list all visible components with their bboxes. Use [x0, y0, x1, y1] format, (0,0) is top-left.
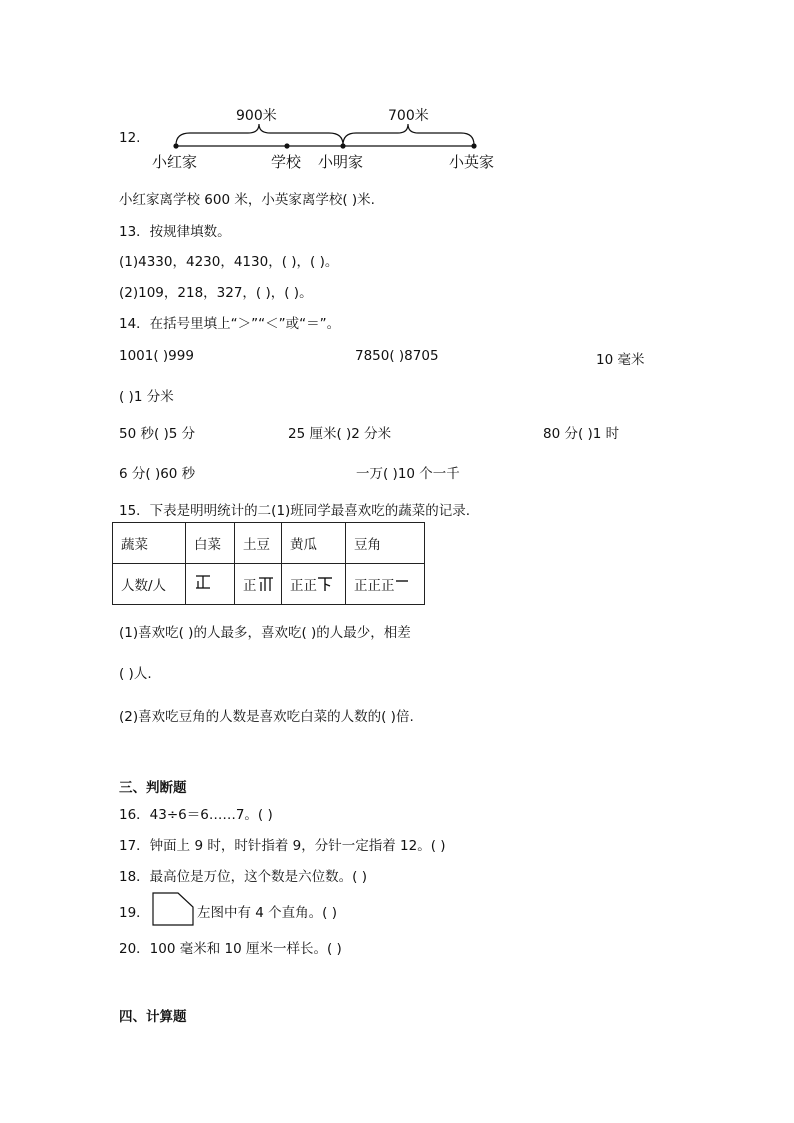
- q20: 20．100 毫米和 10 厘米一样长。( ): [119, 941, 342, 957]
- brace-left: [176, 124, 343, 145]
- tally-baicai: [186, 564, 235, 605]
- distance-700: 700米: [388, 108, 429, 124]
- section4-title: 四、计算题: [119, 1009, 187, 1025]
- q19-number: 19．: [119, 905, 150, 921]
- q14-item: 6 分( )60 秒: [119, 466, 196, 482]
- q17: 17．钟面上 9 时，时针指着 9，分针一定指着 12。( ): [119, 838, 446, 854]
- q15-part1-line1: (1)喜欢吃( )的人最多，喜欢吃( )的人最少，相差: [119, 625, 411, 641]
- q14-item: 一万( )10 个一千: [356, 466, 460, 482]
- tally-text: 正: [243, 578, 257, 594]
- q14-item: ( )1 分米: [119, 389, 174, 405]
- table-header: 豆角: [346, 523, 425, 564]
- q14-item: 10 毫米: [596, 352, 645, 368]
- table-header: 蔬菜: [113, 523, 186, 564]
- q15-part2: (2)喜欢吃豆角的人数是喜欢吃白菜的人数的( )倍.: [119, 709, 414, 725]
- vegetable-table: [112, 522, 425, 605]
- brace-right: [343, 124, 474, 145]
- q14-item: 50 秒( )5 分: [119, 426, 196, 442]
- q14-item: 25 厘米( )2 分米: [288, 426, 392, 442]
- q13-title: 13．按规律填数。: [119, 224, 231, 240]
- tally-tudou: [235, 564, 282, 605]
- table-header: 黄瓜: [282, 523, 346, 564]
- q12-number: 12.: [119, 130, 141, 146]
- q13-line2: (2)109，218，327，( )，( )。: [119, 285, 313, 301]
- table-header: 土豆: [235, 523, 282, 564]
- table-row-label: 人数/人: [113, 564, 186, 605]
- q14-item: 1001( )999: [119, 348, 194, 364]
- q13-line1: (1)4330，4230，4130，( )，( )。: [119, 254, 339, 270]
- q12-question: 小红家离学校 600 米，小英家离学校( )米.: [119, 192, 375, 208]
- table-row: [113, 523, 425, 564]
- tally-text: 正正正: [354, 578, 395, 594]
- tally-text: 正正: [290, 578, 317, 594]
- q14-item: 7850( )8705: [355, 348, 439, 364]
- section3-title: 三、判断题: [119, 780, 187, 796]
- tally-doujiao: [346, 564, 425, 605]
- q19: 左图中有 4 个直角。( ): [197, 905, 337, 921]
- q16: 16．43÷6＝6……7。( ): [119, 807, 273, 823]
- label-school: 学校: [271, 153, 302, 171]
- q18: 18．最高位是万位，这个数是六位数。( ): [119, 869, 368, 885]
- q15-title: 15．下表是明明统计的二(1)班同学最喜欢吃的蔬菜的记录.: [119, 503, 471, 519]
- q14-item: 80 分( )1 时: [543, 426, 620, 442]
- table-header: 白菜: [186, 523, 235, 564]
- tally-huanggua: [282, 564, 346, 605]
- label-xiaohong-home: 小红家: [152, 153, 198, 171]
- q15-part1-line2: ( )人.: [119, 666, 152, 682]
- label-xiaoming-home: 小明家: [318, 153, 364, 171]
- table-row: [113, 564, 425, 605]
- q14-title: 14．在括号里填上“＞”“＜”或“＝”。: [119, 316, 341, 332]
- pentagon-figure: [153, 893, 193, 925]
- distance-900: 900米: [236, 108, 277, 124]
- label-xiaoying-home: 小英家: [449, 153, 495, 171]
